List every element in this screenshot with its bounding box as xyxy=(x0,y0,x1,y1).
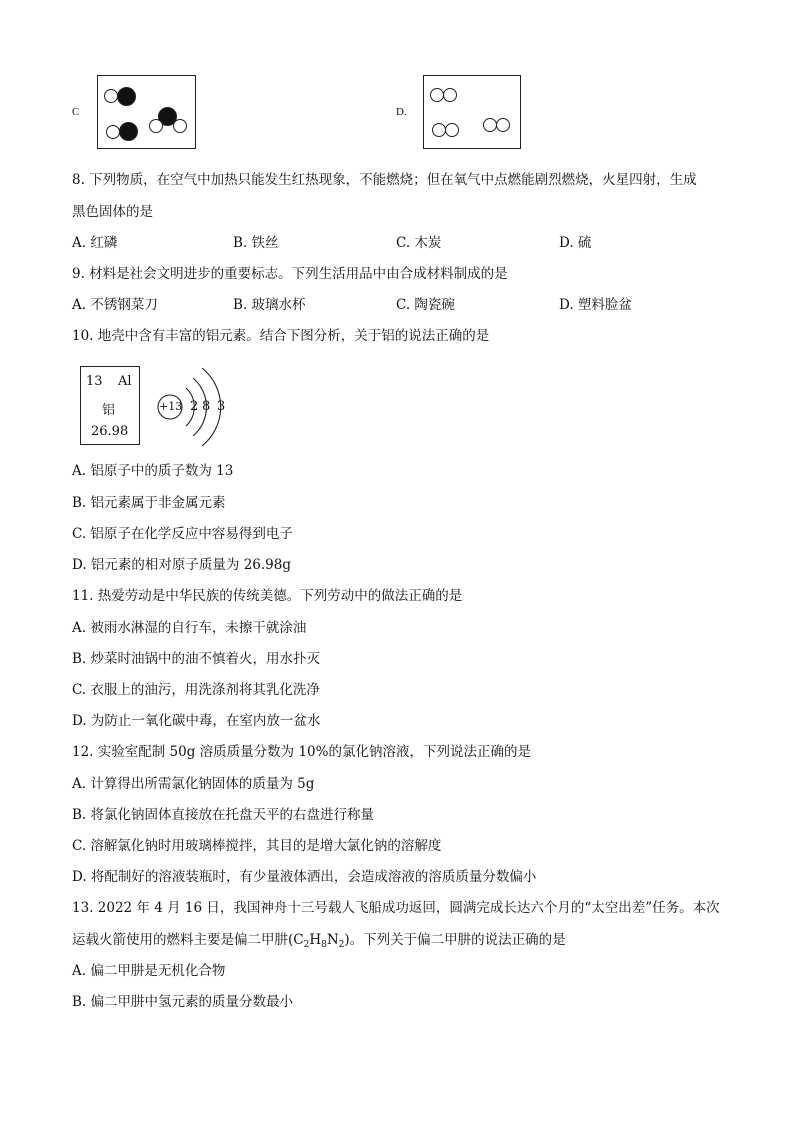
element-symbol: Al xyxy=(118,374,132,389)
q9-stem: 9. 材料是社会文明进步的重要标志。下列生活用品中由合成材料制成的是 xyxy=(72,266,508,282)
q12-option-d: D. 将配制好的溶液装瓶时，有少量液体洒出，会造成溶液的溶质质量分数偏小 xyxy=(72,869,537,885)
atom-white xyxy=(432,123,446,137)
atom-white xyxy=(430,88,444,102)
atom-black xyxy=(117,87,136,106)
atom-white xyxy=(149,119,163,133)
q13-stem-line2-post: )。下列关于偏二甲肼的说法正确的是 xyxy=(344,932,566,948)
q12-option-c: C. 溶解氯化钠时用玻璃棒搅拌，其目的是增大氯化钠的溶解度 xyxy=(72,838,442,854)
atom-white xyxy=(104,89,118,103)
option-c-label: C xyxy=(72,106,80,118)
q13-option-b: B. 偏二甲肼中氢元素的质量分数最小 xyxy=(72,994,294,1010)
formula-h-count: 8 xyxy=(321,940,327,950)
option-c-diagram xyxy=(97,75,196,149)
q11-stem: 11. 热爱劳动是中华民族的传统美德。下列劳动中的做法正确的是 xyxy=(72,588,463,604)
q9-option-a: A. 不锈钢菜刀 xyxy=(72,297,158,313)
q8-option-a: A. 红磷 xyxy=(72,235,118,251)
shell-2-electrons: 8 xyxy=(202,399,211,414)
q11-option-d: D. 为防止一氧化碳中毒，在室内放一盆水 xyxy=(72,713,321,729)
atom-white xyxy=(483,118,497,132)
atomic-structure-diagram xyxy=(150,360,230,452)
q13-stem-line1: 13. 2022 年 4 月 16 日，我国神舟十三号载人飞船成功返回，圆满完成长达六个月的“太空出差”任务。本次 xyxy=(72,900,720,916)
atom-white xyxy=(173,119,187,133)
q13-stem-line2 xyxy=(72,932,566,953)
q8-option-b: B. 铁丝 xyxy=(233,235,279,251)
q10-option-b: B. 铝元素属于非金属元素 xyxy=(72,495,226,511)
q8-stem-line2: 黑色固体的是 xyxy=(72,204,153,220)
formula-n-symbol: N xyxy=(326,932,339,948)
nucleus-charge: +13 xyxy=(159,400,183,413)
atom-black xyxy=(119,122,138,141)
formula-n-count: 2 xyxy=(338,940,345,950)
element-card xyxy=(80,366,140,445)
q10-option-a: A. 铝原子中的质子数为 13 xyxy=(72,463,234,479)
q11-option-a: A. 被雨水淋湿的自行车，未擦干就涂油 xyxy=(72,620,307,636)
q12-option-a: A. 计算得出所需氯化钠固体的质量为 5g xyxy=(72,776,315,792)
formula-c-count: 2 xyxy=(303,940,310,950)
option-d-label: D. xyxy=(396,106,407,118)
q8-stem-line1: 8. 下列物质，在空气中加热只能发生红热现象，不能燃烧；但在氧气中点燃能剧烈燃烧，火星四射，生成 xyxy=(72,172,697,188)
q13-stem-line2-pre: 运载火箭使用的燃料主要是偏二甲肼(C xyxy=(72,932,304,948)
q11-option-c: C. 衣服上的油污，用洗涤剂将其乳化洗净 xyxy=(72,682,320,698)
formula-h-symbol: H xyxy=(309,932,322,948)
q8-option-d: D. 硫 xyxy=(559,235,592,251)
atomic-number: 13 xyxy=(86,374,103,389)
q9-option-b: B. 玻璃水杯 xyxy=(233,297,306,313)
q12-option-b: B. 将氯化钠固体直接放在托盘天平的右盘进行称量 xyxy=(72,807,375,823)
q13-option-a: A. 偏二甲肼是无机化合物 xyxy=(72,963,226,979)
atom-white xyxy=(445,123,459,137)
q9-option-d: D. 塑料脸盆 xyxy=(559,297,632,313)
q10-option-d: D. 铝元素的相对原子质量为 26.98g xyxy=(72,557,292,573)
atom-white xyxy=(496,118,510,132)
shell-3-electrons: 3 xyxy=(217,399,226,414)
atomic-mass: 26.98 xyxy=(91,424,129,439)
element-name: 铝 xyxy=(102,403,116,418)
shell-1-electrons: 2 xyxy=(190,399,199,414)
atom-white xyxy=(443,88,457,102)
option-d-diagram xyxy=(423,75,521,149)
q8-option-c: C. 木炭 xyxy=(396,235,442,251)
q10-stem: 10. 地壳中含有丰富的铝元素。结合下图分析，关于铝的说法正确的是 xyxy=(72,328,490,344)
q11-option-b: B. 炒菜时油锅中的油不慎着火，用水扑灭 xyxy=(72,651,321,667)
q9-option-c: C. 陶瓷碗 xyxy=(396,297,455,313)
q10-option-c: C. 铝原子在化学反应中容易得到电子 xyxy=(72,526,293,542)
q12-stem: 12. 实验室配制 50g 溶质质量分数为 10%的氯化钠溶液，下列说法正确的是 xyxy=(72,744,531,760)
atom-white xyxy=(106,125,120,139)
